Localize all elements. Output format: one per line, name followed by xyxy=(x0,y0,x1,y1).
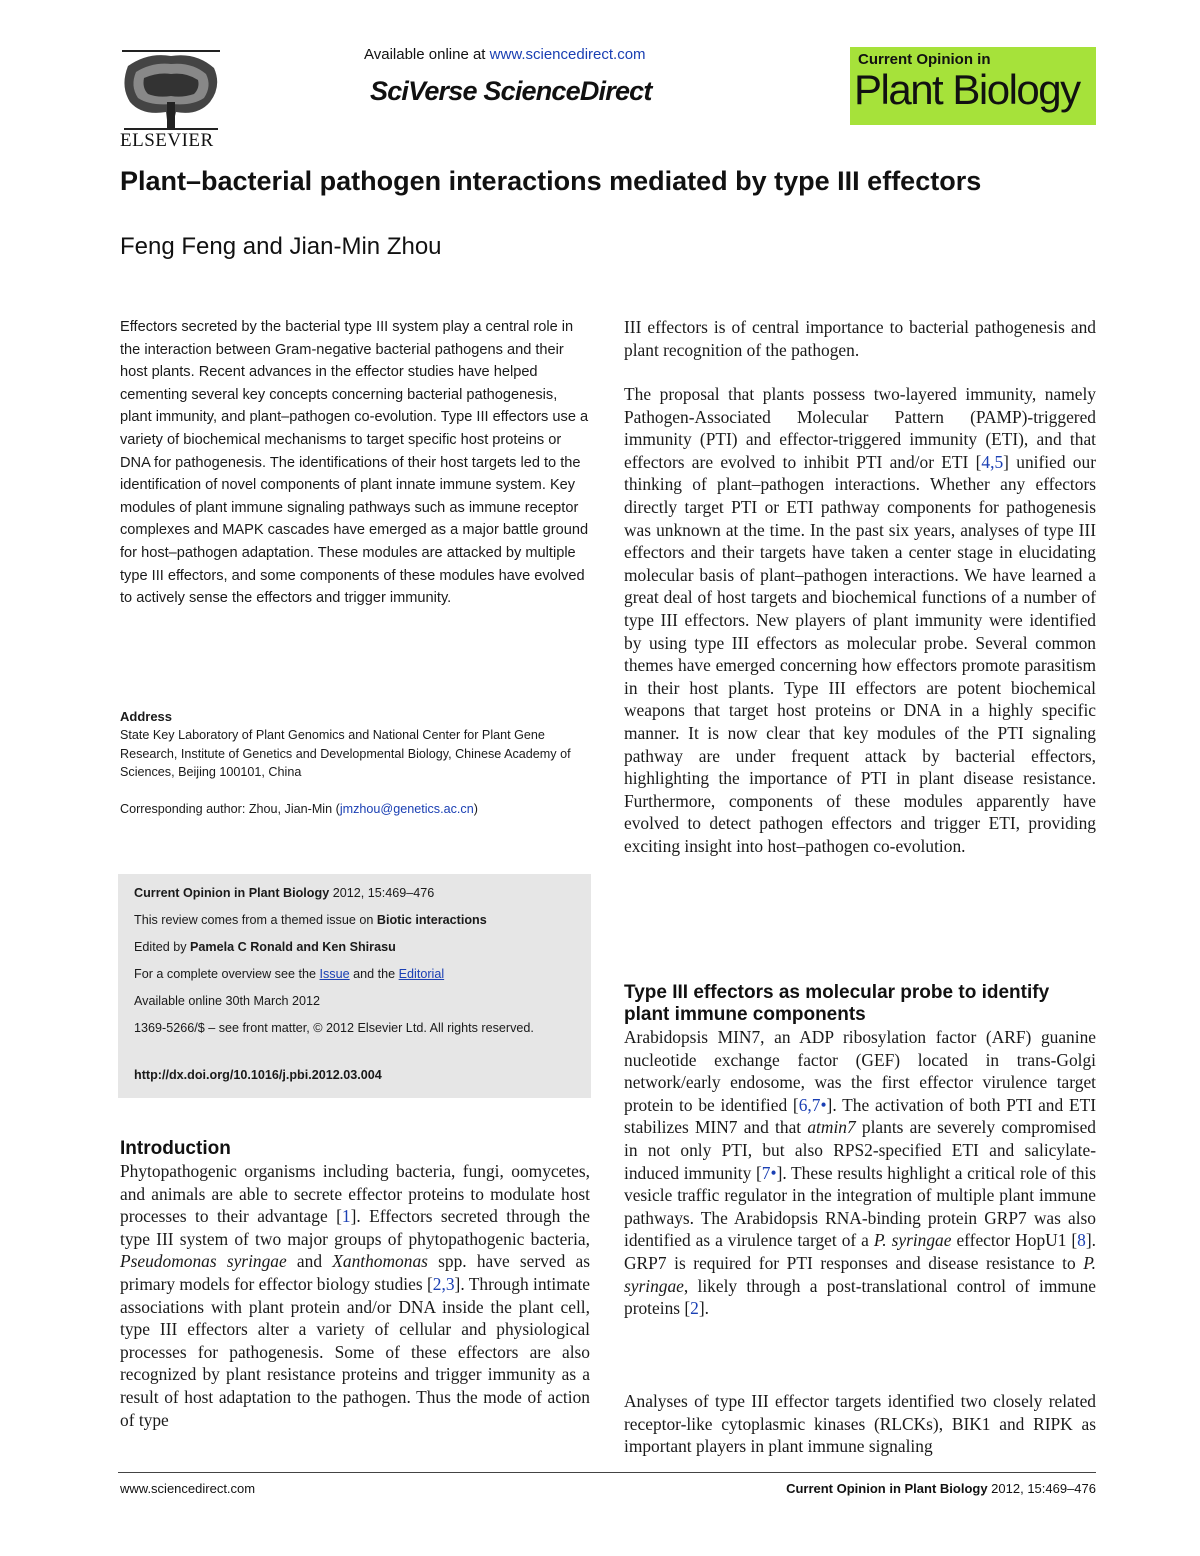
corresponding-email-link[interactable]: jmzhou@genetics.ac.cn xyxy=(339,802,474,816)
address-heading: Address xyxy=(120,709,173,724)
intro-text-c: and xyxy=(286,1251,333,1272)
right-paragraph-3 xyxy=(624,1026,1096,1320)
journal-banner-big: Plant Biology xyxy=(854,66,1080,113)
publisher-wordmark: ELSEVIER xyxy=(120,130,214,151)
p3-text-c: plants are severely compromised in not only PTI, but also RPS2-specified ETI and salicylate-induced immunity [ xyxy=(624,1117,1096,1183)
p3-text-b: ]. The activation of both PTI and ETI stabilizes MIN7 and that xyxy=(624,1094,1096,1138)
doi-link[interactable]: http://dx.doi.org/10.1016/j.pbi.2012.03.004 xyxy=(134,1068,382,1082)
footer-journal-name: Current Opinion in Plant Biology xyxy=(786,1481,988,1496)
article-info-box xyxy=(118,874,591,1098)
available-prefix: Available online at xyxy=(364,46,490,63)
species-p-syringae-2: P. syringae xyxy=(624,1252,1096,1296)
journal-banner xyxy=(850,47,1096,125)
ref-link-8[interactable]: 8 xyxy=(1077,1230,1086,1251)
ref-link-4-5[interactable]: 4,5 xyxy=(981,451,1004,472)
corresponding-prefix: Corresponding author: Zhou, Jian-Min ( xyxy=(120,802,340,816)
right-paragraph-2 xyxy=(624,383,1096,857)
info-themed-prefix: This review comes from a themed issue on xyxy=(134,913,377,927)
editorial-link[interactable]: Editorial xyxy=(398,967,445,981)
info-overview-and: and the xyxy=(349,967,399,981)
species-p-syringae-1: P. syringae xyxy=(873,1230,952,1251)
corresponding-author xyxy=(120,800,590,818)
article-authors: Feng Feng and Jian-Min Zhou xyxy=(120,233,442,260)
info-overview-prefix: For a complete overview see the xyxy=(134,967,320,981)
info-copyright: 1369-5266/$ – see front matter, © 2012 Elsevier Ltd. All rights reserved. xyxy=(134,1021,534,1035)
p2-text-b: ] unified our thinking of plant–pathogen interactions. Whether any effectors directly target PTI or ETI pathway components for pathogenesis was unknown at the time. In the past six years, analyses of type III effectors and their targets have taken a center stage in elucidating molecular basis of plant–pathogen interactions. We have learned a great deal of host targets and biochemical functions of a number of type III effectors. New players of plant immunity were identified by using type III effectors as molecular probe. Several common themes have emerged concerning how effectors promote parasitism in their host plants. Type III effectors are potent biochemical weapons that target host proteins or DNA in a highly specific manner. It is now clear that key modules of the PTI signaling pathway are under frequent attack by bacterial effectors, highlighting the importance of PTI in plant disease resistance. Furthermore, components of these modules apparently have evolved to detect pathogen effectors and trigger ETI, providing exciting insight into host–pathogen co-evolution. xyxy=(624,451,1096,856)
available-online-line xyxy=(364,46,646,63)
sciencedirect-link[interactable]: www.sciencedirect.com xyxy=(489,46,646,63)
journal-banner-small: Current Opinion in xyxy=(858,51,991,68)
issue-link[interactable]: Issue xyxy=(319,967,350,981)
ref-link-7[interactable]: 7• xyxy=(761,1162,777,1183)
info-overview xyxy=(134,965,574,984)
info-themed-topic: Biotic interactions xyxy=(376,913,487,927)
p2-text-a: The proposal that plants possess two-layered immunity, namely Pathogen-Associated Molecular Pattern (PAMP)-triggered immunity (PTI) and effector-triggered immunity (ETI), and that effectors are evolved to inhibit PTI and/or ETI [ xyxy=(624,384,1096,472)
footer-citation xyxy=(786,1481,1096,1496)
mutant-atmin7: atmin7 xyxy=(807,1117,856,1138)
introduction-heading: Introduction xyxy=(120,1138,231,1159)
ref-link-1[interactable]: 1 xyxy=(341,1206,351,1227)
ref-link-2[interactable]: 2 xyxy=(690,1298,699,1319)
address-text: State Key Laboratory of Plant Genomics and National Center for Plant Gene Research, Institute of Genetics and Developmental Biology, Chinese Academy of Sciences, Beijing 100101, China xyxy=(120,728,571,780)
abstract: Effectors secreted by the bacterial type III system play a central role in the interaction between Gram-negative bacterial pathogens and their host plants. Recent advances in the effector studies have helped cementing several key concepts concerning bacterial pathogenesis, plant immunity, and plant–pathogen co-evolution. Type III effectors use a variety of biochemical mechanisms to target specific host proteins or DNA for pathogenesis. The identifications of their host targets led to the identification of novel components of plant innate immune system. Key modules of plant immune signaling pathways such as immune receptor complexes and MAPK cascades have emerged as a major battle ground for host–pathogen adaptation. These modules are attacked by multiple type III effectors, and some components of these modules have evolved to actively sense the effectors and trigger immunity. xyxy=(120,319,589,607)
info-editor-names: Pamela C Ronald and Ken Shirasu xyxy=(190,940,396,954)
section-heading-type-iii: Type III effectors as molecular probe to identify plant immune components xyxy=(624,982,1050,1025)
info-journal-name: Current Opinion in Plant Biology xyxy=(134,886,330,900)
species-pseudomonas: Pseudomonas syringae xyxy=(120,1251,287,1272)
p3-text-g: , likely through a post-translational control of immune proteins [ xyxy=(624,1275,1096,1319)
ref-link-6-7[interactable]: 6,7• xyxy=(798,1094,827,1115)
intro-text-a: Phytopathogenic organisms including bacteria, fungi, oomycetes, and animals are able to secrete effector proteins to modulate host processes to their advantage [ xyxy=(120,1161,590,1227)
info-citation xyxy=(134,884,574,903)
platform-wordmark: SciVerse ScienceDirect xyxy=(370,76,652,106)
p3-text-d: ]. These results highlight a critical role of this vesicle traffic regulator in the integration of multiple plant immune pathways. The Arabidopsis RNA-binding protein GRP7 was also identified as a virulence target of a xyxy=(624,1162,1096,1251)
footer-website[interactable]: www.sciencedirect.com xyxy=(120,1481,256,1496)
corresponding-suffix: ) xyxy=(473,802,478,816)
p3-text-a: Arabidopsis MIN7, an ADP ribosylation factor (ARF) guanine nucleotide exchange factor (GEF) located in trans-Golgi network/early endosome, was the first effector virulence target protein to be identified [ xyxy=(624,1027,1096,1115)
intro-text-d: spp. have served as primary models for effector biology studies [ xyxy=(120,1251,590,1294)
p3-text-e: effector HopU1 [ xyxy=(951,1230,1078,1251)
introduction-paragraph xyxy=(120,1160,590,1431)
article-title: Plant–bacterial pathogen interactions mediated by type III effectors xyxy=(120,166,982,196)
genus-xanthomonas: Xanthomonas xyxy=(332,1251,428,1272)
footer-divider xyxy=(118,1472,1096,1473)
footer-journal-cite: 2012, 15:469–476 xyxy=(987,1481,1096,1496)
p3-text-h: ]. xyxy=(698,1298,710,1319)
info-edited-prefix: Edited by xyxy=(134,940,191,954)
info-editors xyxy=(134,938,574,957)
intro-text-e: ]. Through intimate associations with plant protein and/or DNA inside the plant cell, type III effectors alter a variety of cellular and physiological processes for pathogenesis. Some of these effectors are also recognized by plant resistance proteins and trigger immunity as a result of host adaptation to the pathogen. Thus the mode of action of type xyxy=(120,1273,590,1430)
info-themed-issue xyxy=(134,911,574,930)
ref-link-2-3[interactable]: 2,3 xyxy=(432,1273,455,1294)
right-paragraph-1: III effectors is of central importance to bacterial pathogenesis and plant recognition of the pathogen. xyxy=(624,317,1096,360)
right-paragraph-4: Analyses of type III effector targets identified two closely related receptor-like cytoplasmic kinases (RLCKs), BIK1 and RIPK as important players in plant immune signaling xyxy=(624,1391,1096,1457)
p3-text-f: ]. GRP7 is required for PTI responses and disease resistance to xyxy=(624,1230,1097,1273)
info-available-date: Available online 30th March 2012 xyxy=(134,994,321,1008)
info-journal-cite: 2012, 15:469–476 xyxy=(329,886,435,900)
intro-text-b: ]. Effectors secreted through the type III system of two major groups of phytopathogenic bacteria, xyxy=(120,1206,590,1249)
